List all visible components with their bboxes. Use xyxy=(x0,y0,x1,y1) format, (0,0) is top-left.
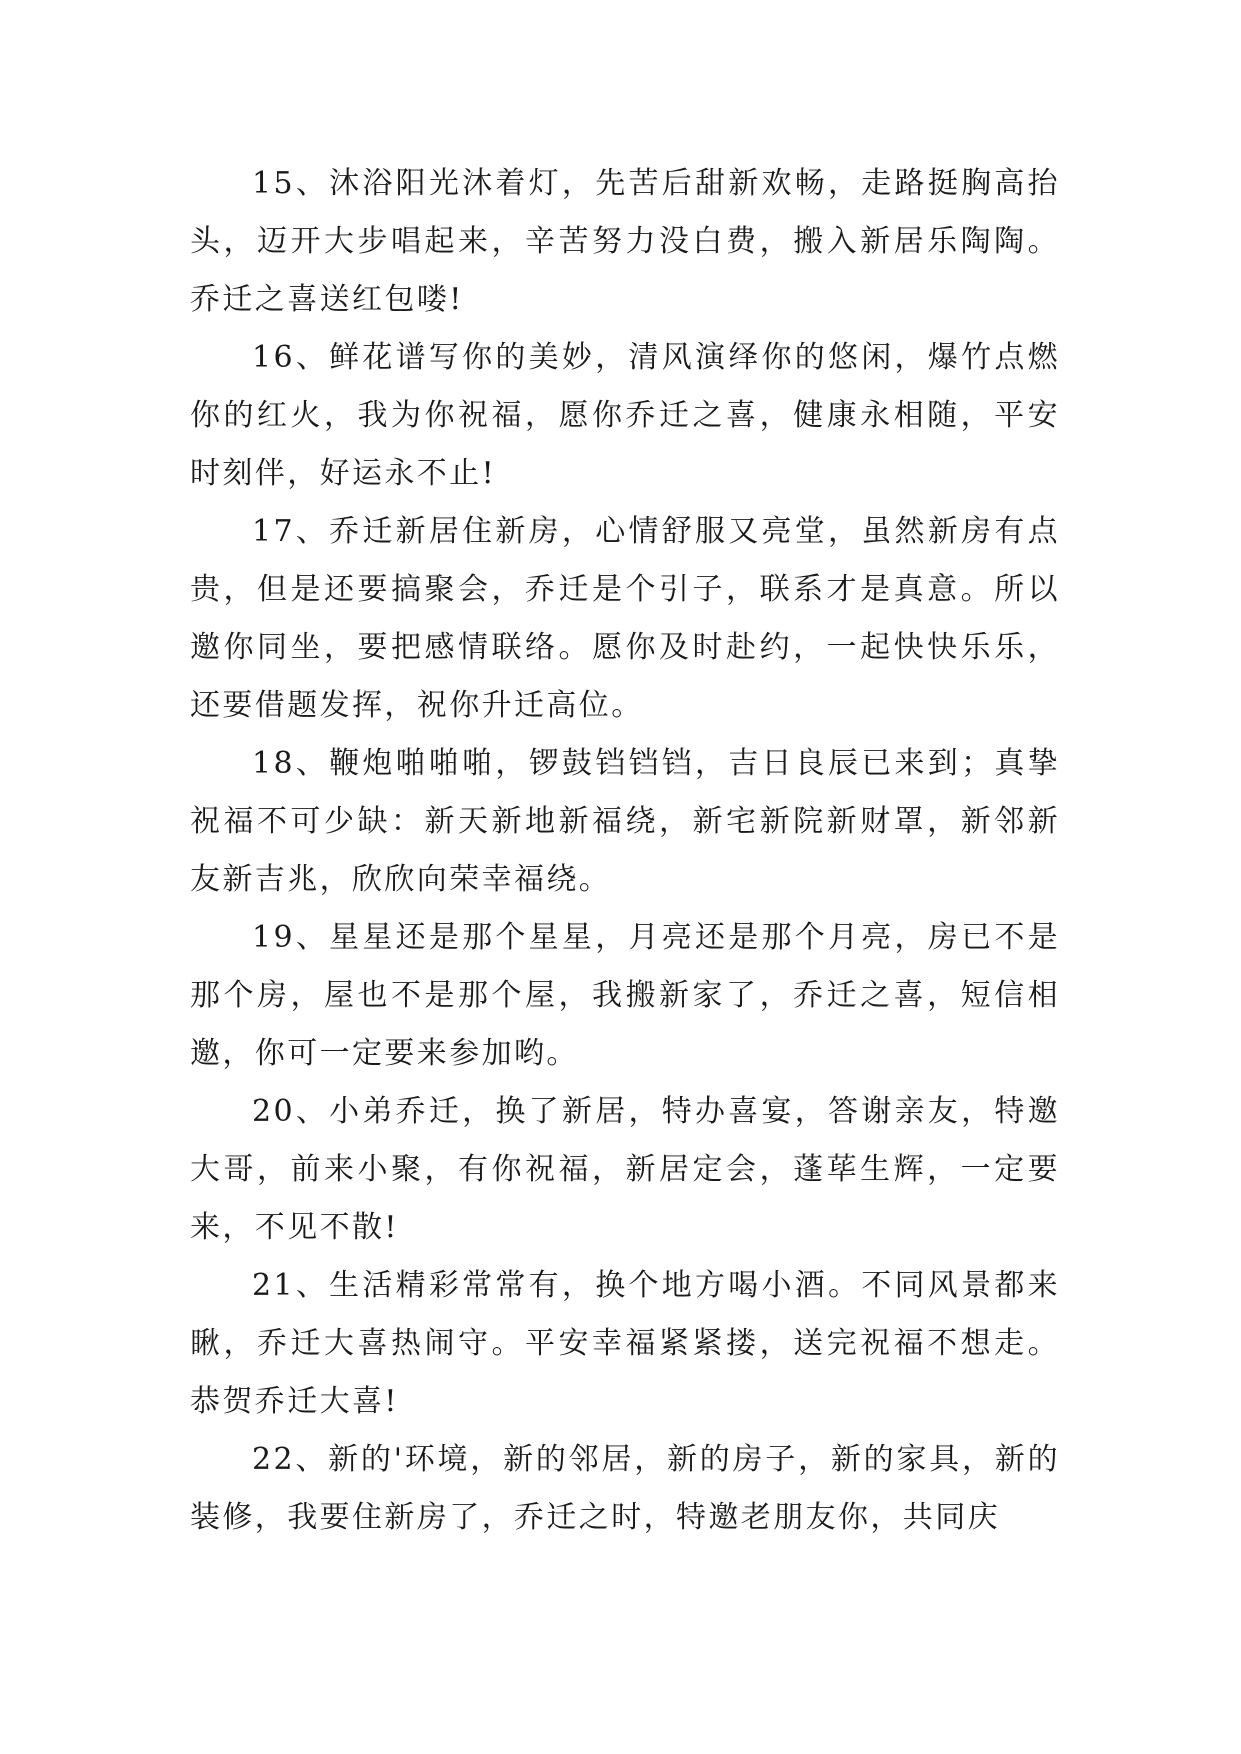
document-body xyxy=(190,155,1060,1547)
paragraph-16: 16、鲜花谱写你的美妙，清风演绎你的悠闲，爆竹点燃你的红火，我为你祝福，愿你乔迁之喜，健康永相随，平安时刻伴，好运永不止! xyxy=(190,340,1060,491)
paragraph-18: 18、鞭炮啪啪啪，锣鼓铛铛铛，吉日良辰已来到；真挚祝福不可少缺：新天新地新福绕，新宅新院新财罩，新邻新友新吉兆，欣欣向荣幸福绕。 xyxy=(190,746,1060,897)
paragraph-15: 15、沐浴阳光沐着灯，先苦后甜新欢畅，走路挺胸高抬头，迈开大步唱起来，辛苦努力没白费，搬入新居乐陶陶。乔迁之喜送红包喽! xyxy=(190,166,1060,317)
paragraph-19: 19、星星还是那个星星，月亮还是那个月亮，房已不是那个房，屋也不是那个屋，我搬新家了，乔迁之喜，短信相邀，你可一定要来参加哟。 xyxy=(190,920,1060,1071)
paragraph-21: 21、生活精彩常常有，换个地方喝小酒。不同风景都来瞅，乔迁大喜热闹守。平安幸福紧紧搂，送完祝福不想走。恭贺乔迁大喜! xyxy=(190,1268,1060,1419)
paragraph-17: 17、乔迁新居住新房，心情舒服又亮堂，虽然新房有点贵，但是还要搞聚会，乔迁是个引子，联系才是真意。所以邀你同坐，要把感情联络。愿你及时赴约，一起快快乐乐，还要借题发挥，祝你升迁高位。 xyxy=(190,514,1060,723)
paragraph-20: 20、小弟乔迁，换了新居，特办喜宴，答谢亲友，特邀大哥，前来小聚，有你祝福，新居定会，蓬荜生辉，一定要来，不见不散! xyxy=(190,1094,1060,1245)
paragraph-22: 22、新的'环境，新的邻居，新的房子，新的家具，新的装修，我要住新房了，乔迁之时，特邀老朋友你，共同庆 xyxy=(190,1442,1060,1535)
